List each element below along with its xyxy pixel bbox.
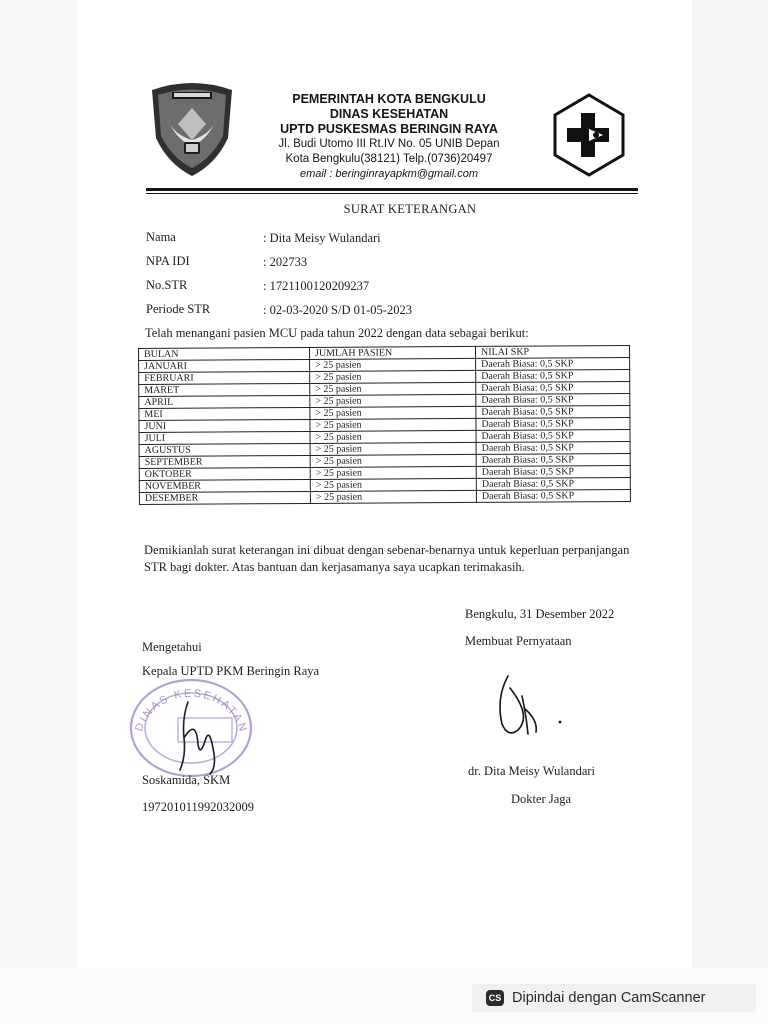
document-title: SURAT KETERANGAN <box>343 202 477 216</box>
stamp-text: DINAS KESEHATAN <box>133 687 250 735</box>
letterhead-email: email : beringinrayapkm@gmail.com <box>299 168 479 180</box>
table-cell: FEBRUARI <box>139 371 310 384</box>
table-cell: > 25 pasien <box>310 418 476 431</box>
field-label-nama: Nama <box>146 230 176 244</box>
field-value-str: : 1721100120209237 <box>263 279 370 293</box>
table-cell: Daerah Biasa: 0,5 SKP <box>476 429 630 442</box>
header-rule-thin <box>146 193 638 194</box>
letterhead-line3: UPTD PUSKESMAS BERINGIN RAYA <box>280 122 498 136</box>
table-cell: > 25 pasien <box>310 382 476 395</box>
table-cell: > 25 pasien <box>310 490 476 503</box>
table-cell: DESEMBER <box>139 491 310 504</box>
table-cell: Daerah Biasa: 0,5 SKP <box>476 489 630 502</box>
table-cell: Daerah Biasa: 0,5 SKP <box>476 441 630 454</box>
table-cell: Daerah Biasa: 0,5 SKP <box>476 465 630 478</box>
field-value-nama: : Dita Meisy Wulandari <box>263 231 381 245</box>
table-cell: Daerah Biasa: 0,5 SKP <box>476 477 630 490</box>
table-cell: Daerah Biasa: 0,5 SKP <box>476 357 630 370</box>
table-cell: JULI <box>139 431 310 444</box>
table-cell: SEPTEMBER <box>139 455 310 468</box>
field-label-str: No.STR <box>146 278 188 292</box>
bengkulu-emblem-icon <box>146 78 238 178</box>
camscanner-logo-icon: CS <box>486 990 504 1006</box>
camscanner-badge <box>472 984 756 1012</box>
table-cell: JANUARI <box>139 359 310 372</box>
table-cell: Daerah Biasa: 0,5 SKP <box>476 393 630 406</box>
field-value-npa: : 202733 <box>263 255 308 269</box>
table-cell: Daerah Biasa: 0,5 SKP <box>476 417 630 430</box>
doctor-signature-icon <box>488 668 568 744</box>
table-cell: > 25 pasien <box>310 406 476 419</box>
table-cell: > 25 pasien <box>310 466 476 479</box>
table-header-bulan: BULAN <box>139 347 310 360</box>
table-cell: > 25 pasien <box>310 454 476 467</box>
header-rule-thick <box>146 188 638 191</box>
intro-text: Telah menangani pasien MCU pada tahun 2022 dengan data sebagai berikut: <box>145 326 529 340</box>
table-cell: > 25 pasien <box>310 478 476 491</box>
table-cell: > 25 pasien <box>310 394 476 407</box>
camscanner-text: Dipindai dengan CamScanner <box>512 990 706 1006</box>
table-cell: Daerah Biasa: 0,5 SKP <box>476 369 630 382</box>
table-cell: > 25 pasien <box>310 370 476 383</box>
letterhead-line2: DINAS KESEHATAN <box>329 107 449 121</box>
made-by-label: Membuat Pernyataan <box>465 634 572 648</box>
table-cell: > 25 pasien <box>310 358 476 371</box>
table-cell: MARET <box>139 383 310 396</box>
letterhead-address: Jl. Budi Utomo III Rt.IV No. 05 UNIB Depan <box>278 138 500 150</box>
head-name: Soskamida, SKM <box>142 773 231 787</box>
closing-paragraph: Demikianlah surat keterangan ini dibuat dengan sebenar-benarnya untuk keperluan perpanjangan STR bagi dokter. Atas bantuan dan kerjasamanya saya ucapkan terimakasih. <box>144 543 630 574</box>
head-nip: 197201011992032009 <box>142 800 255 814</box>
known-label: Mengetahui <box>142 640 202 654</box>
table-header-skp: NILAI SKP <box>475 345 629 358</box>
field-label-npa: NPA IDI <box>146 254 190 268</box>
letterhead-line1: PEMERINTAH KOTA BENGKULU <box>292 92 486 106</box>
table-cell: Daerah Biasa: 0,5 SKP <box>476 405 630 418</box>
table-row <box>139 489 630 504</box>
table-cell: AGUSTUS <box>139 443 310 456</box>
table-cell: MEI <box>139 407 310 420</box>
head-signature-icon <box>170 698 230 778</box>
table-cell: JUNI <box>139 419 310 432</box>
doctor-name: dr. Dita Meisy Wulandari <box>468 764 596 778</box>
skp-table <box>138 345 631 505</box>
table-cell: NOVEMBER <box>139 479 310 492</box>
table-cell: Daerah Biasa: 0,5 SKP <box>476 453 630 466</box>
table-header-jumlah: JUMLAH PASIEN <box>309 346 475 359</box>
field-label-periode: Periode STR <box>146 302 211 316</box>
table-cell: > 25 pasien <box>310 442 476 455</box>
table-cell: OKTOBER <box>139 467 310 480</box>
health-cross-icon <box>553 93 625 177</box>
doctor-role: Dokter Jaga <box>511 792 572 806</box>
table-cell: APRIL <box>139 395 310 408</box>
scan-margin <box>0 0 78 1024</box>
letterhead-city: Kota Bengkulu(38121) Telp.(0736)20497 <box>285 153 493 165</box>
table-cell: Daerah Biasa: 0,5 SKP <box>476 381 630 394</box>
head-role: Kepala UPTD PKM Beringin Raya <box>142 664 320 678</box>
place-date: Bengkulu, 31 Desember 2022 <box>465 607 615 621</box>
field-value-periode: : 02-03-2020 S/D 01-05-2023 <box>263 303 412 317</box>
table-cell: > 25 pasien <box>310 430 476 443</box>
letterhead <box>248 92 530 182</box>
